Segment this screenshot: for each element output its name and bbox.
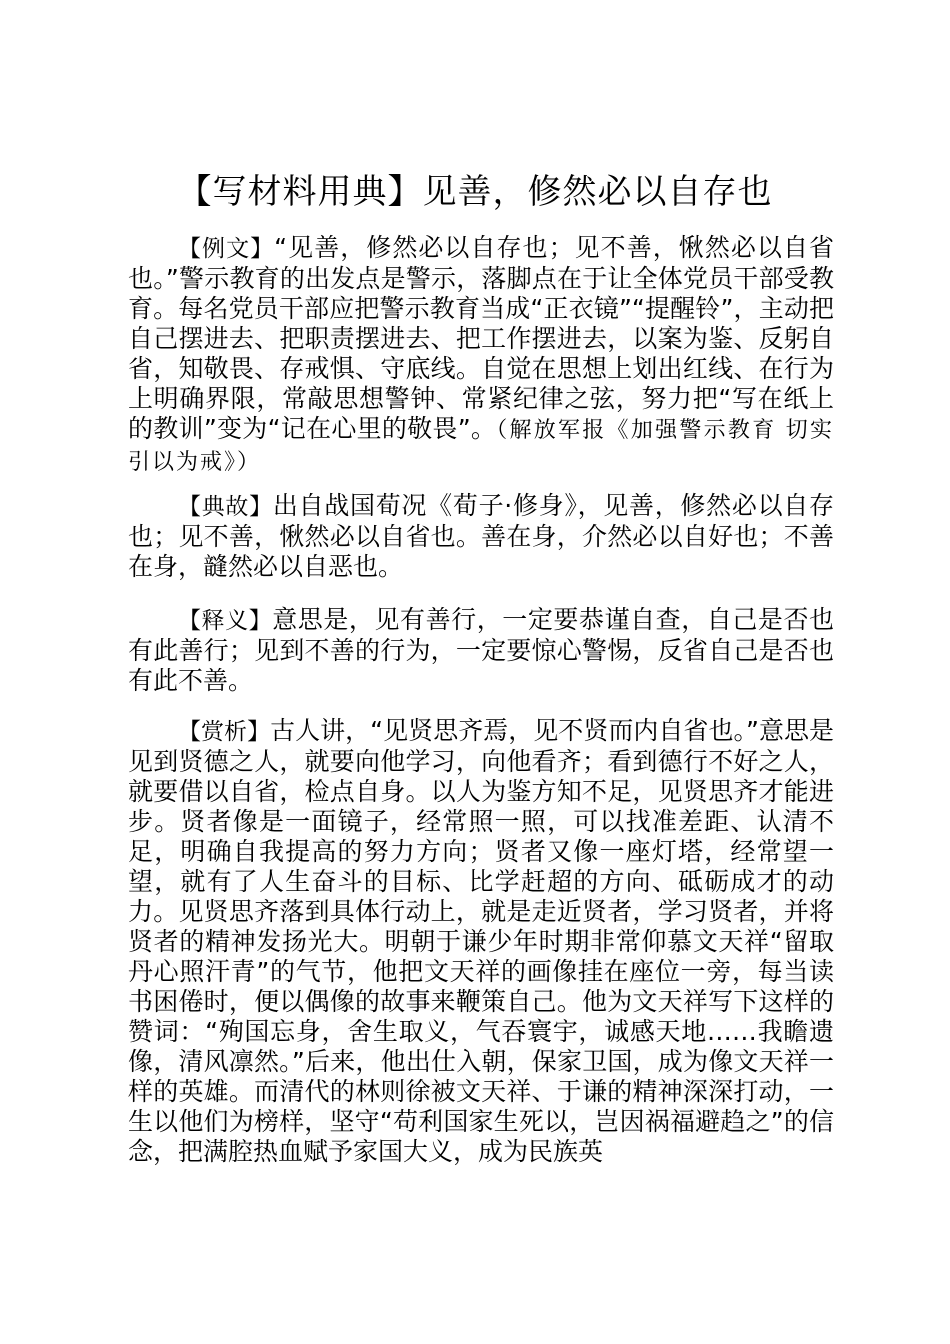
example-source: （解放军报《加强警示教育 切实引以为戒》） [128, 418, 834, 475]
meaning-section [128, 605, 834, 696]
page-title: 【写材料用典】见善，修然必以自存也 [177, 172, 773, 212]
allusion-tag: 【典故】 [178, 494, 273, 520]
meaning-paragraph [128, 605, 834, 696]
allusion-paragraph [128, 491, 834, 582]
appreciation-section [128, 716, 834, 1167]
appreciation-tag: 【赏析】 [178, 719, 271, 745]
example-section [128, 233, 834, 478]
appreciation-body: 古人讲，“见贤思齐焉，见不贤而内自省也。”意思是见到贤德之人，就要向他学习，向他看齐；看到德行不好之人，就要借以自省，检点自身。以人为鉴方知不足，见贤思齐才能进步。贤者像是一面镜子，经常照一照，可以找准差距、认清不足，明确自我提高的努力方向；贤者又像一座灯塔，经常望一望，就有了人生奋斗的目标、比学赶超的方向、砥砺成才的动力。见贤思齐落到具体行动上，就是走近贤者，学习贤者，并将贤者的精神发扬光大。明朝于谦少年时期非常仰慕文天祥“留取丹心照汗青”的气节，他把文天祥的画像挂在座位一旁，每当读书困倦时，便以偶像的故事来鞭策自己。他为文天祥写下这样的赞词：“殉国忘身，舍生取义，气吞寰宇，诚感天地……我瞻遗像，清风凛然。”后来，他出仕入朝，保家卫国，成为像文天祥一样的英雄。而清代的林则徐被文天祥、于谦的精神深深打动，一生以他们为榜样，坚守“苟利国家生死以，岂因祸福避趋之”的信念，把满腔热血赋予家国大义，成为民族英 [128, 716, 835, 1166]
meaning-tag: 【释义】 [178, 608, 273, 634]
appreciation-paragraph [128, 716, 834, 1167]
example-body: “见善，修然必以自存也；见不善，愀然必以自省也。”警示教育的出发点是警示，落脚点在于让全体党员干部受教育。每名党员干部应把警示教育当成“正衣镜”“提醒铃”，主动把自己摆进去、把职责摆进去、把工作摆进去，以案为鉴、反躬自省，知敬畏、存戒惧、守底线。自觉在思想上划出红线、在行为上明确界限，常敲思想警钟、常紧纪律之弦，努力把“写在纸上的教训”变为“记在心里的敬畏”。 [128, 233, 834, 443]
allusion-body: 出自战国荀况《荀子·修身》，见善，修然必以自存也；见不善，愀然必以自省也。善在身，介然必以自好也；不善在身，韼然必以自恶也。 [128, 491, 835, 581]
meaning-body: 意思是，见有善行，一定要恭谨自查，自己是否也有此善行；见到不善的行为，一定要惊心警惕，反省自己是否也有此不善。 [128, 605, 834, 695]
example-paragraph [128, 233, 834, 478]
allusion-section [128, 491, 834, 582]
example-tag: 【例文】 [178, 236, 275, 262]
